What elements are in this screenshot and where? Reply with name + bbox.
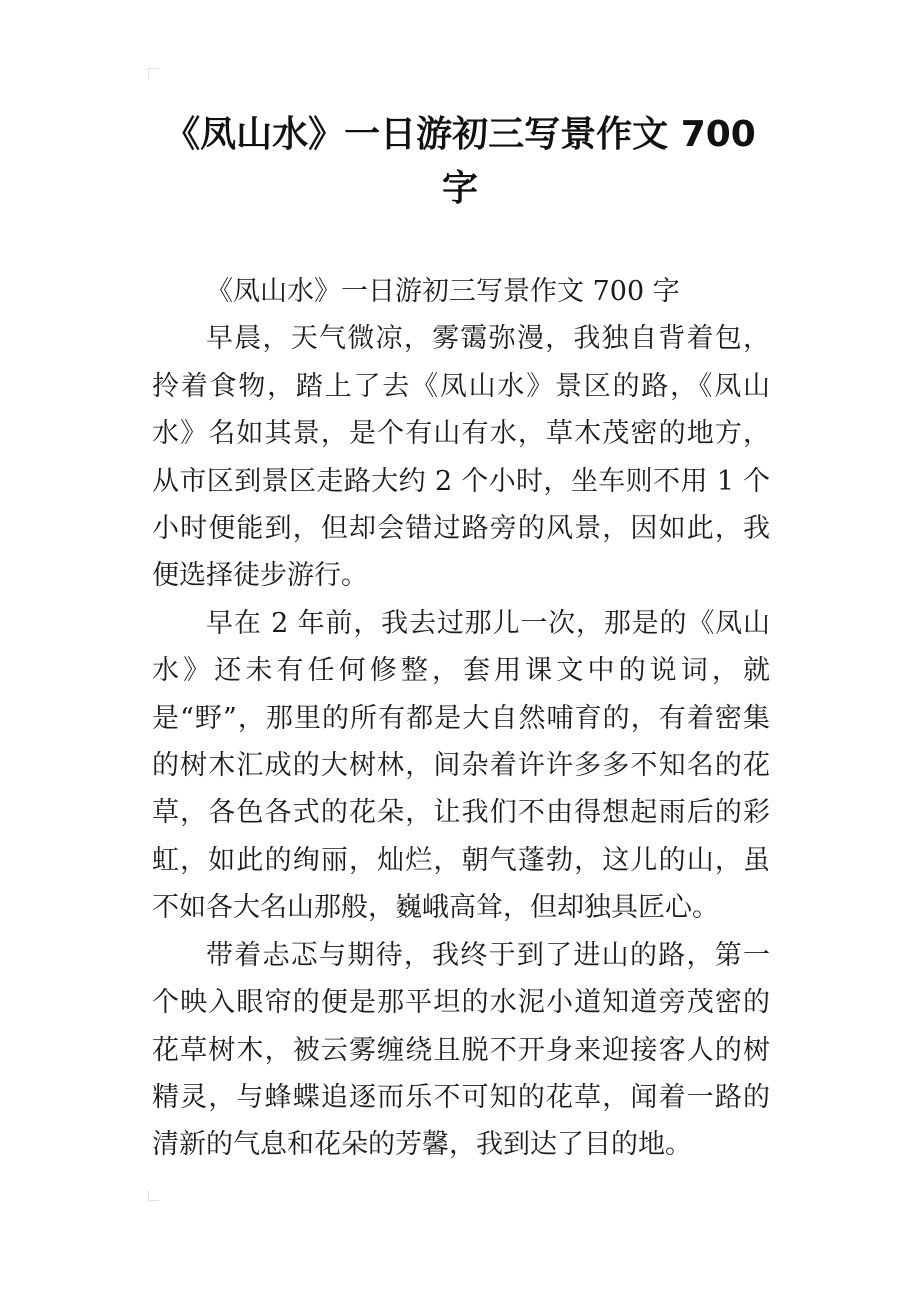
paragraph: 带着忐忑与期待，我终于到了进山的路，第一个映入眼帘的便是那平坦的水泥小道知道旁茂密的花草树木，被云雾缠绕且脱不开身来迎接客人的树精灵，与蜂蝶追逐而乐不可知的花草，闻着一路的清新的气息和花朵的芳馨，我到达了目的地。 bbox=[152, 939, 770, 1161]
paragraph: 早晨，天气微凉，雾霭弥漫，我独自背着包，拎着食物，踏上了去《凤山水》景区的路，《凤山水》名如其景，是个有山有水，草木茂密的地方，从市区到景区走路大约 2 个小时，坐车则不用 1 个小时便能到，但却会错过路旁的风景，因如此，我便选择徒步游行。 bbox=[152, 323, 770, 592]
paragraph: 早在 2 年前，我去过那儿一次，那是的《凤山水》还未有任何修整，套用课文中的说词，就是“野”，那里的所有都是大自然哺育的，有着密集的树木汇成的大树林，间杂着许许多多不知名的花草，各色各式的花朵，让我们不由得想起雨后的彩虹，如此的绚丽，灿烂，朝气蓬勃，这儿的山，虽不如各大名山那般，巍峨高耸，但却独具匠心。 bbox=[152, 607, 770, 924]
document-body bbox=[152, 268, 770, 1169]
document-title: 《凤山水》一日游初三写景作文 700 字 bbox=[164, 114, 756, 209]
page-corner-mark bbox=[148, 1190, 159, 1201]
paragraph: 《凤山水》一日游初三写景作文 700 字 bbox=[206, 276, 680, 307]
page-corner-mark bbox=[148, 68, 159, 79]
